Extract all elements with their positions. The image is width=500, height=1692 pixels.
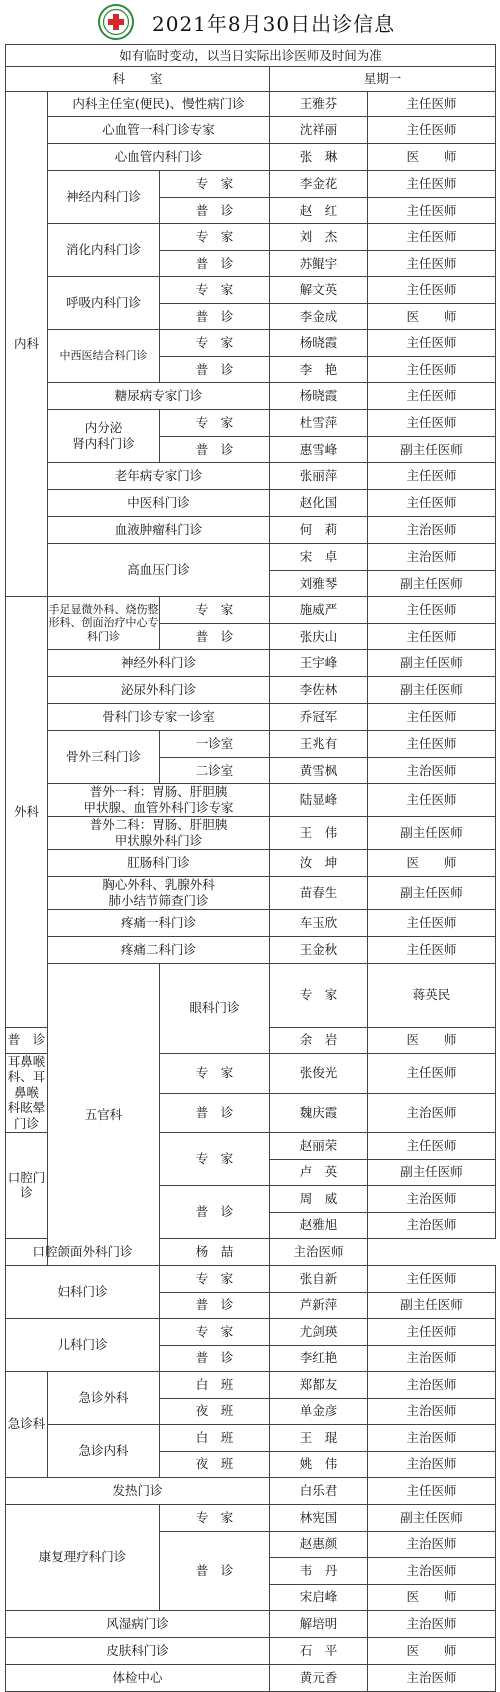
doctor-title: 主治医师	[368, 1398, 496, 1424]
doctor-title: 主治医师	[368, 1345, 496, 1371]
doctor-title: 主任医师	[368, 410, 496, 437]
doctor-name: 林宪国	[270, 1504, 368, 1531]
clinic-name: 耳鼻喉科、耳鼻喉 科眩晕门诊	[6, 1053, 48, 1132]
doctor-title: 主治医师	[368, 1093, 496, 1132]
doctor-name: 李金花	[270, 171, 368, 198]
visit-type: 专 家	[160, 1318, 270, 1345]
doctor-name: 苏鲲宇	[270, 251, 368, 277]
doctor-title: 主治医师	[368, 758, 496, 784]
doctor-name: 李佐林	[270, 677, 368, 704]
doctor-title: 主任医师	[368, 92, 496, 117]
doctor-name: 车玉欣	[270, 910, 368, 937]
doctor-name: 蒋英民	[368, 964, 496, 1028]
doctor-name: 杜雪萍	[270, 410, 368, 437]
visit-type: 专 家	[160, 1504, 270, 1531]
doctor-name: 赵惠颜	[270, 1531, 368, 1557]
doctor-title: 医 师	[368, 304, 496, 330]
visit-type: 专 家	[160, 277, 270, 304]
clinic-name: 内科主任室(便民)、慢性病门诊	[48, 92, 270, 117]
visit-type: 白 班	[160, 1371, 270, 1398]
visit-type: 夜 班	[160, 1451, 270, 1477]
doctor-title: 主任医师	[368, 383, 496, 410]
clinic-name: 疼痛一科门诊	[48, 910, 270, 937]
doctor-name: 王宇峰	[270, 650, 368, 677]
doctor-title: 主任医师	[368, 1318, 496, 1345]
clinic-name: 骨科门诊专家一诊室	[48, 704, 270, 731]
doctor-title: 医 师	[368, 850, 496, 877]
doctor-title: 主任医师	[368, 224, 496, 251]
doctor-title: 主治医师	[368, 544, 496, 571]
doctor-name: 李 艳	[270, 357, 368, 383]
clinic-name: 普外二科：胃肠、肝胆胰 甲状腺外科门诊	[48, 817, 270, 850]
doctor-title: 主任医师	[368, 624, 496, 650]
doctor-name: 王雅芬	[270, 92, 368, 117]
doctor-name: 韦 丹	[270, 1557, 368, 1584]
visit-type: 普 诊	[160, 251, 270, 277]
doctor-name: 张丽萍	[270, 463, 368, 490]
doctor-title: 副主任医师	[368, 571, 496, 597]
visit-type: 专 家	[160, 1265, 270, 1292]
doctor-title: 主治医师	[368, 517, 496, 544]
header-dept: 科 室	[6, 67, 270, 92]
doctor-title: 主任医师	[368, 251, 496, 277]
doctor-title: 副主任医师	[368, 817, 496, 850]
clinic-name: 康复理疗科门诊	[6, 1504, 160, 1610]
doctor-name: 乔冠军	[270, 704, 368, 731]
clinic-name: 普外一科：胃肠、肝胆胰 甲状腺、血管外科门诊专家	[48, 784, 270, 817]
doctor-name: 黄元香	[270, 1664, 368, 1691]
doctor-name: 刘雅琴	[270, 571, 368, 597]
visit-type: 白 班	[160, 1424, 270, 1451]
doctor-name: 王 伟	[270, 817, 368, 850]
doctor-name: 惠雪峰	[270, 437, 368, 463]
doctor-name: 单金彦	[270, 1398, 368, 1424]
clinic-name: 发热门诊	[6, 1477, 270, 1504]
doctor-title: 主治医师	[368, 1451, 496, 1477]
clinic-name: 老年病专家门诊	[48, 463, 270, 490]
page-title: 2021年8月30日出诊信息	[152, 12, 396, 36]
section-neike: 内科	[6, 92, 48, 597]
clinic-name: 泌尿外科门诊	[48, 677, 270, 704]
page-header	[0, 0, 500, 44]
doctor-title: 副主任医师	[368, 1504, 496, 1531]
visit-type: 一诊室	[160, 731, 270, 758]
doctor-title: 副主任医师	[368, 877, 496, 910]
doctor-name: 白乐君	[270, 1477, 368, 1504]
clinic-name: 糖尿病专家门诊	[48, 383, 270, 410]
visit-type: 专 家	[160, 330, 270, 357]
doctor-name: 尤剑瑛	[270, 1318, 368, 1345]
clinic-name: 体检中心	[6, 1664, 270, 1691]
visit-type: 普 诊	[160, 1093, 270, 1132]
doctor-name: 李金成	[270, 304, 368, 330]
clinic-name: 急诊内科	[48, 1424, 160, 1477]
visit-type: 专 家	[160, 171, 270, 198]
doctor-name: 苗春生	[270, 877, 368, 910]
doctor-name: 刘 杰	[270, 224, 368, 251]
clinic-name: 心血管一科门诊专家	[48, 117, 270, 144]
clinic-name: 骨外三科门诊	[48, 731, 160, 784]
section-wuguan: 五官科	[48, 964, 160, 1266]
doctor-name: 赵丽荣	[270, 1132, 368, 1159]
visit-type: 普 诊	[160, 1345, 270, 1371]
doctor-title: 主任医师	[368, 117, 496, 144]
doctor-title: 主治医师	[368, 1424, 496, 1451]
doctor-name: 施威严	[270, 597, 368, 624]
doctor-name: 王 琨	[270, 1424, 368, 1451]
clinic-name: 肛肠科门诊	[48, 850, 270, 877]
visit-type: 专 家	[160, 597, 270, 624]
doctor-name: 王兆有	[270, 731, 368, 758]
clinic-name: 中医科门诊	[48, 490, 270, 517]
doctor-title: 副主任医师	[368, 650, 496, 677]
doctor-name: 张 琳	[270, 144, 368, 171]
doctor-name: 宋 卓	[270, 544, 368, 571]
doctor-title: 主治医师	[368, 1531, 496, 1557]
doctor-name: 姚 伟	[270, 1451, 368, 1477]
doctor-title: 主治医师	[368, 1185, 496, 1212]
doctor-title: 主治医师	[368, 1371, 496, 1398]
doctor-title: 主治医师	[368, 1557, 496, 1584]
doctor-title: 主任医师	[368, 1265, 496, 1292]
doctor-title: 主任医师	[368, 937, 496, 964]
clinic-name: 皮肤科门诊	[6, 1637, 270, 1664]
doctor-title: 主任医师	[368, 1132, 496, 1159]
clinic-name: 中西医结合科门诊	[48, 330, 160, 383]
doctor-title: 主任医师	[368, 463, 496, 490]
clinic-name: 内分泌 肾内科门诊	[48, 410, 160, 463]
visit-type: 普 诊	[160, 1292, 270, 1318]
clinic-name: 手足显微外科、烧伤整形科、创面治疗中心专科门诊	[48, 597, 160, 650]
doctor-name: 卢 英	[270, 1159, 368, 1185]
doctor-title: 医 师	[368, 144, 496, 171]
doctor-name: 杨 喆	[160, 1238, 270, 1265]
doctor-name: 杨晓霞	[270, 330, 368, 357]
clinic-name: 神经内科门诊	[48, 171, 160, 224]
doctor-name: 宋启峰	[270, 1584, 368, 1610]
doctor-title: 主任医师	[368, 1053, 496, 1093]
notice-text: 如有临时变动，以当日实际出诊医师及时间为准	[6, 45, 496, 67]
clinic-name: 消化内科门诊	[48, 224, 160, 277]
doctor-title: 副主任医师	[368, 437, 496, 463]
doctor-name: 周 威	[270, 1185, 368, 1212]
doctor-title: 主任医师	[368, 277, 496, 304]
doctor-name: 芦新萍	[270, 1292, 368, 1318]
doctor-name: 张自新	[270, 1265, 368, 1292]
doctor-title: 主任医师	[368, 198, 496, 224]
doctor-name: 解文英	[270, 277, 368, 304]
clinic-name: 血液肿瘤科门诊	[48, 517, 270, 544]
visit-type: 夜 班	[160, 1398, 270, 1424]
doctor-name: 解培明	[270, 1610, 368, 1637]
doctor-name: 何 莉	[270, 517, 368, 544]
doctor-name: 魏庆霞	[270, 1093, 368, 1132]
doctor-name: 赵 红	[270, 198, 368, 224]
doctor-name: 黄雪枫	[270, 758, 368, 784]
clinic-name: 急诊外科	[48, 1371, 160, 1424]
visit-type: 专 家	[270, 964, 368, 1028]
visit-type: 专 家	[160, 410, 270, 437]
doctor-name: 赵化国	[270, 490, 368, 517]
doctor-title: 主任医师	[368, 704, 496, 731]
section-waike: 外科	[6, 597, 48, 1028]
clinic-name: 儿科门诊	[6, 1318, 160, 1371]
doctor-name: 张俊光	[270, 1053, 368, 1093]
doctor-title: 副主任医师	[368, 1159, 496, 1185]
visit-type: 普 诊	[160, 437, 270, 463]
doctor-title: 主治医师	[368, 1610, 496, 1637]
doctor-title: 主治医师	[368, 1664, 496, 1691]
doctor-name: 杨晓霞	[270, 383, 368, 410]
section-jizhen: 急诊科	[6, 1371, 48, 1477]
doctor-name: 陆显峰	[270, 784, 368, 817]
doctor-title: 副主任医师	[368, 1292, 496, 1318]
clinic-name: 口腔颌面外科门诊	[6, 1238, 160, 1265]
doctor-title: 主任医师	[368, 910, 496, 937]
doctor-title: 主任医师	[368, 330, 496, 357]
visit-type: 专 家	[160, 1132, 270, 1185]
visit-type: 普 诊	[160, 624, 270, 650]
clinic-name: 疼痛二科门诊	[48, 937, 270, 964]
doctor-name: 郑都友	[270, 1371, 368, 1398]
doctor-name: 余 岩	[270, 1027, 368, 1053]
visit-type: 普 诊	[160, 1531, 270, 1610]
doctor-title: 主任医师	[368, 784, 496, 817]
doctor-title: 主任医师	[368, 597, 496, 624]
clinic-name: 心血管内科门诊	[48, 144, 270, 171]
doctor-title: 主任医师	[368, 171, 496, 198]
doctor-title: 主任医师	[368, 357, 496, 383]
clinic-name: 风湿病门诊	[6, 1610, 270, 1637]
doctor-title: 医 师	[368, 1584, 496, 1610]
hospital-logo-icon	[98, 4, 134, 40]
visit-type: 普 诊	[160, 304, 270, 330]
doctor-title: 主任医师	[368, 731, 496, 758]
schedule-table	[5, 44, 496, 1692]
clinic-name: 眼科门诊	[160, 964, 270, 1054]
doctor-name: 汝 坤	[270, 850, 368, 877]
doctor-title: 主治医师	[368, 1212, 496, 1238]
doctor-title: 主治医师	[270, 1238, 368, 1265]
visit-type: 普 诊	[160, 357, 270, 383]
clinic-name: 神经外科门诊	[48, 650, 270, 677]
doctor-name: 沈祥丽	[270, 117, 368, 144]
doctor-name: 王金秋	[270, 937, 368, 964]
header-day: 星期一	[270, 67, 496, 92]
clinic-name: 高血压门诊	[48, 544, 270, 597]
doctor-title: 副主任医师	[368, 677, 496, 704]
clinic-name: 妇科门诊	[6, 1265, 160, 1318]
visit-type: 二诊室	[160, 758, 270, 784]
visit-type: 普 诊	[160, 198, 270, 224]
visit-type: 专 家	[160, 224, 270, 251]
doctor-name: 石 平	[270, 1637, 368, 1664]
visit-type: 普 诊	[160, 1185, 270, 1238]
clinic-name: 胸心外科、乳腺外科 肺小结节筛查门诊	[48, 877, 270, 910]
doctor-title: 医 师	[368, 1027, 496, 1053]
doctor-name: 赵雅旭	[270, 1212, 368, 1238]
doctor-title: 医 师	[368, 1637, 496, 1664]
doctor-title: 主任医师	[368, 490, 496, 517]
clinic-name: 呼吸内科门诊	[48, 277, 160, 330]
visit-type: 普 诊	[6, 1027, 48, 1053]
doctor-title: 主任医师	[368, 1477, 496, 1504]
visit-type: 专 家	[160, 1053, 270, 1093]
clinic-name: 口腔门诊	[6, 1132, 48, 1238]
doctor-name: 李红艳	[270, 1345, 368, 1371]
doctor-name: 张庆山	[270, 624, 368, 650]
